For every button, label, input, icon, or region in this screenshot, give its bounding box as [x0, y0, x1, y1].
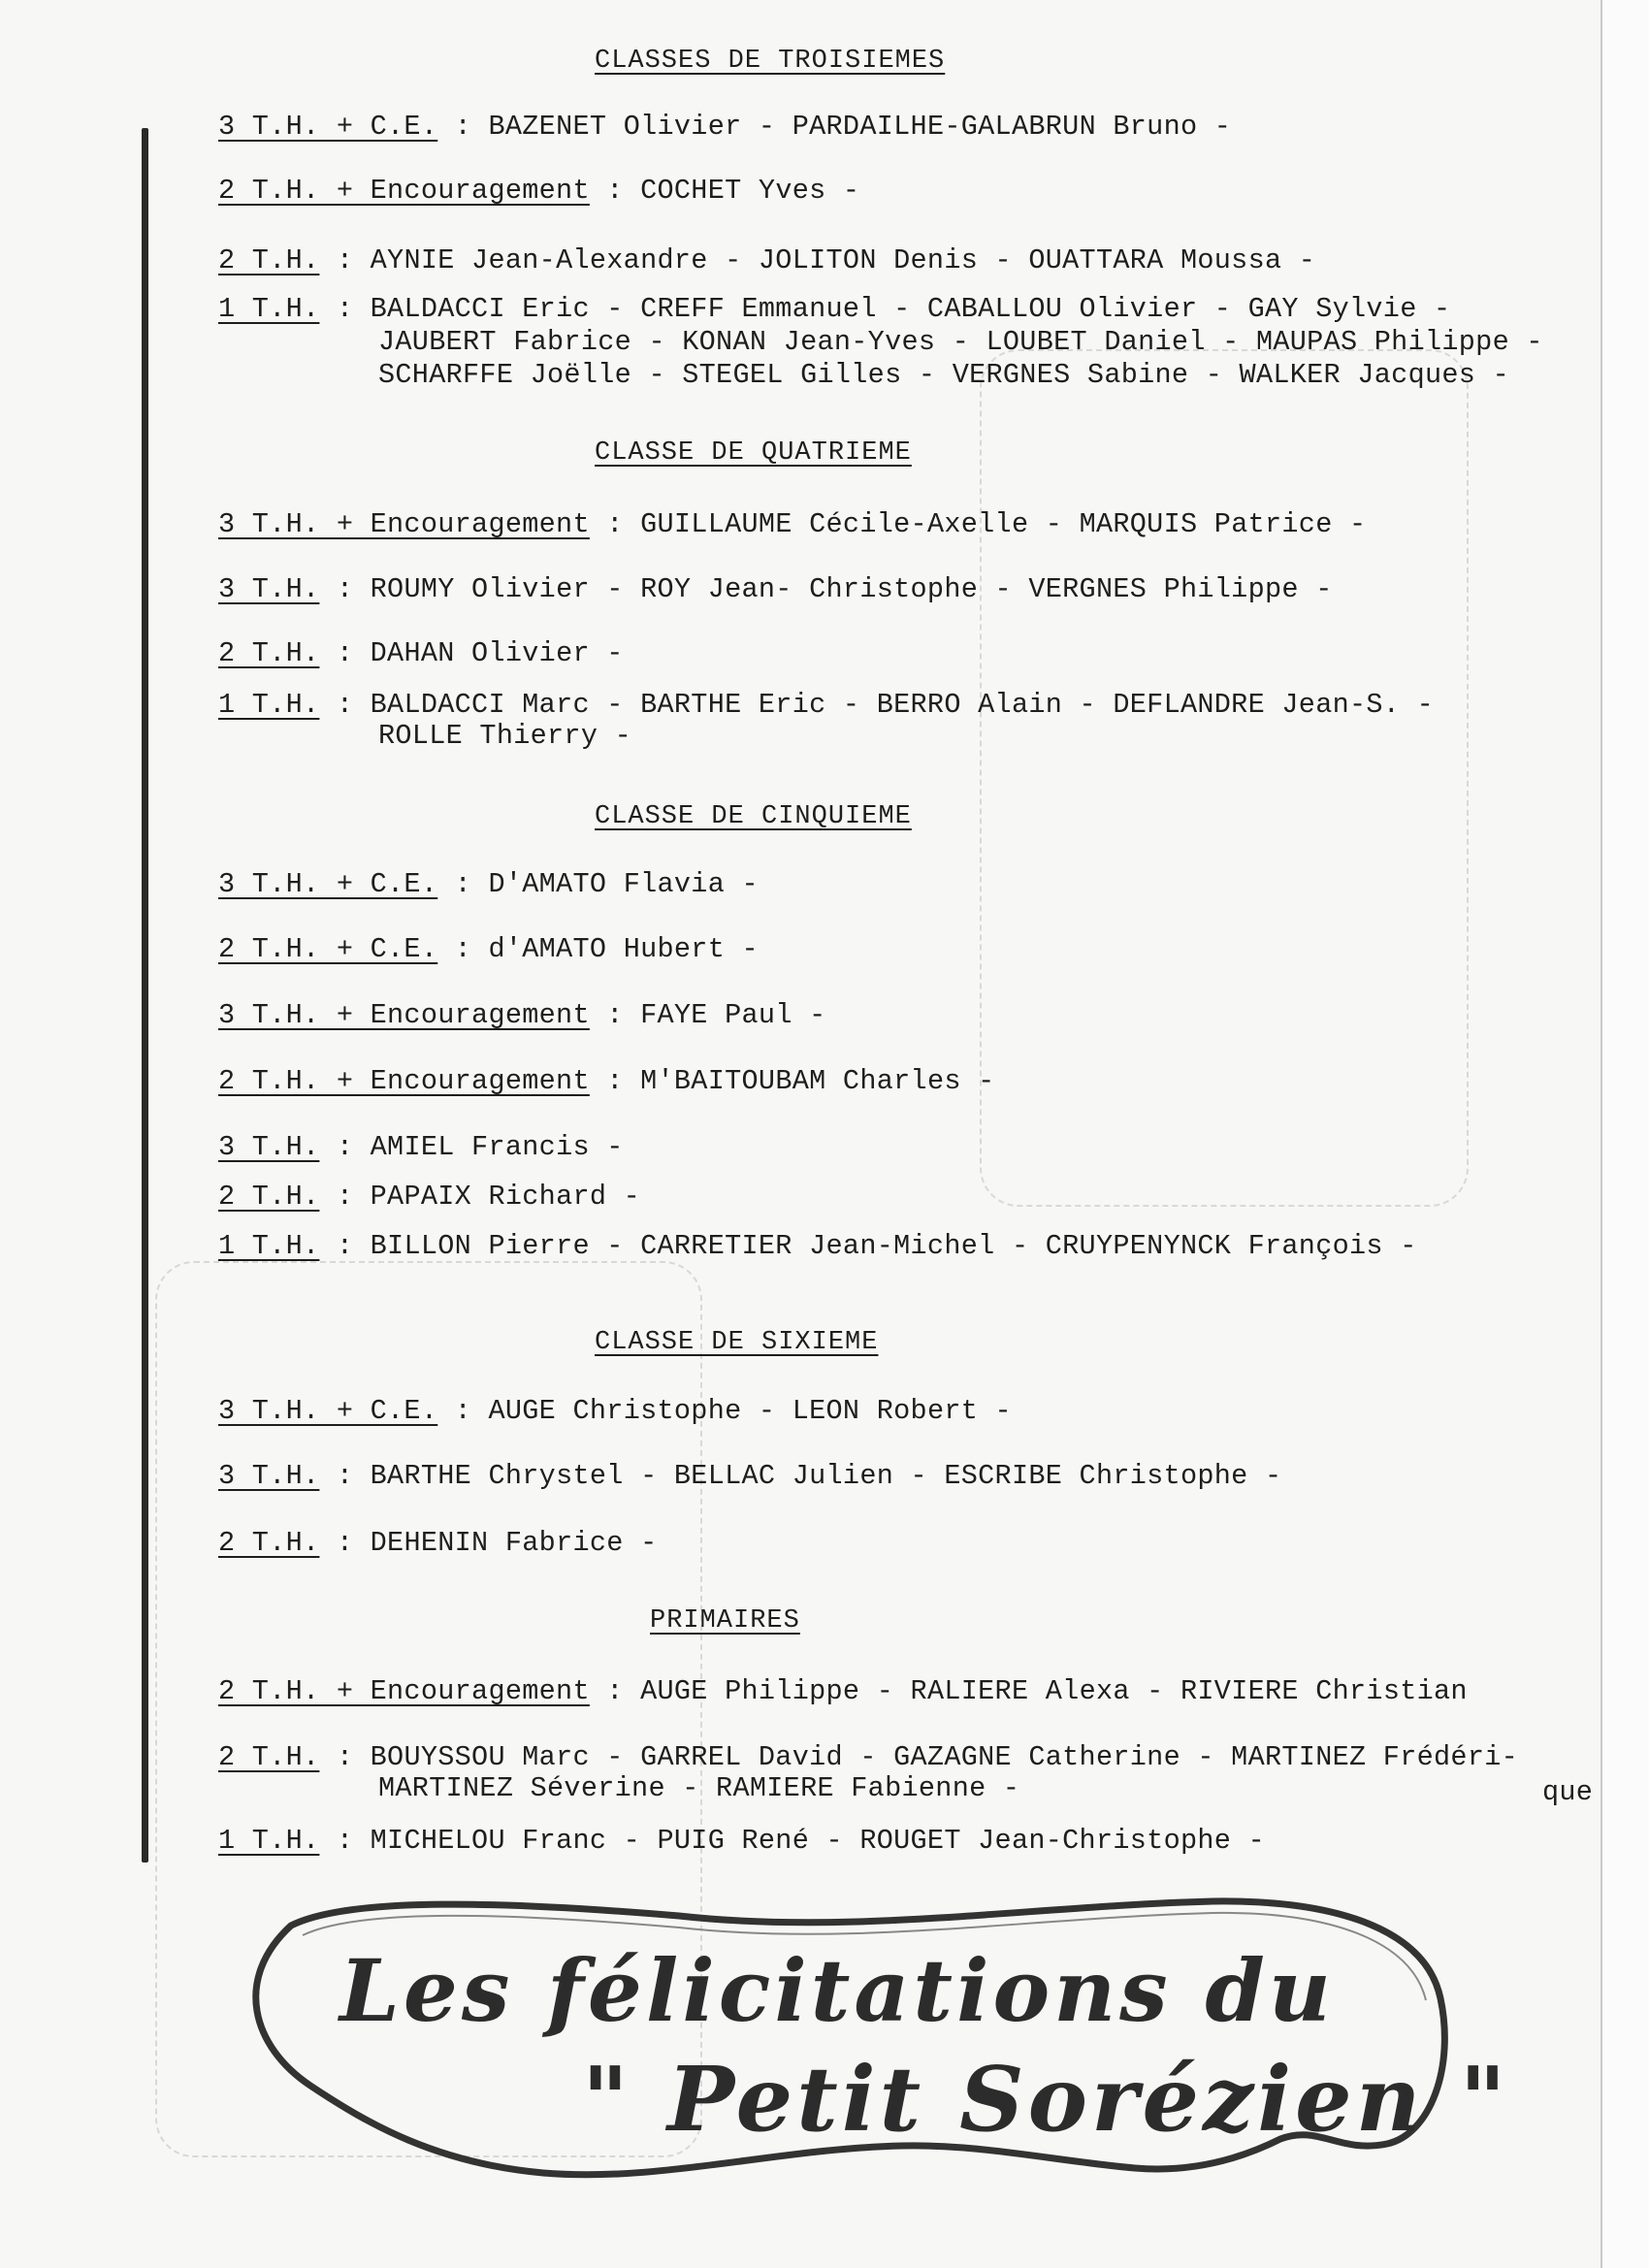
- student-names-continued: que: [1542, 1776, 1594, 1808]
- stamp-line-2: " Petit Sorézien ": [582, 2047, 1510, 2152]
- honor-label: 1 T.H.: [218, 293, 320, 325]
- list-item: 3 T.H. : BARTHE Chrystel - BELLAC Julien - ESCRIBE Christophe -: [218, 1460, 1282, 1492]
- honor-label: 3 T.H.: [218, 573, 320, 605]
- list-item: 2 T.H. : AYNIE Jean-Alexandre - JOLITON Denis - OUATTARA Moussa -: [218, 244, 1316, 276]
- honor-label: 2 T.H.: [218, 1527, 320, 1559]
- list-item: 3 T.H. + C.E. : AUGE Christophe - LEON Robert -: [218, 1395, 1012, 1427]
- student-names: D'AMATO Flavia -: [488, 868, 759, 900]
- heading-cinquieme: CLASSE DE CINQUIEME: [595, 802, 912, 831]
- student-names: COCHET Yves -: [640, 175, 860, 207]
- list-item: 2 T.H. : DAHAN Olivier -: [218, 637, 624, 669]
- list-item: 3 T.H. + Encouragement : FAYE Paul -: [218, 999, 826, 1031]
- list-item: 2 T.H. + Encouragement : M'BAITOUBAM Charles -: [218, 1065, 995, 1097]
- student-names: BALDACCI Marc - BARTHE Eric - BERRO Alain - DEFLANDRE Jean-S. -: [370, 689, 1435, 721]
- student-names: FAYE Paul -: [640, 999, 826, 1031]
- list-item: 2 T.H. + Encouragement : COCHET Yves -: [218, 175, 860, 207]
- student-names: AUGE Philippe - RALIERE Alexa - RIVIERE Christian: [640, 1675, 1468, 1707]
- student-names: AUGE Christophe - LEON Robert -: [488, 1395, 1012, 1427]
- student-names-continued: MARTINEZ Séverine - RAMIERE Fabienne -: [378, 1772, 1020, 1804]
- honor-label: 1 T.H.: [218, 689, 320, 721]
- honor-label: 3 T.H. + C.E.: [218, 111, 438, 143]
- honor-label: 3 T.H. + Encouragement: [218, 999, 590, 1031]
- list-item: 3 T.H. + Encouragement : GUILLAUME Cécile-Axelle - MARQUIS Patrice -: [218, 508, 1367, 540]
- list-item: 2 T.H. : BOUYSSOU Marc - GARREL David - GAZAGNE Catherine - MARTINEZ Frédéri-: [218, 1741, 1519, 1773]
- student-names: MICHELOU Franc - PUIG René - ROUGET Jean-Christophe -: [370, 1825, 1265, 1857]
- honor-label: 2 T.H. + C.E.: [218, 933, 438, 965]
- heading-sixieme: CLASSE DE SIXIEME: [595, 1328, 879, 1357]
- heading-primaires: PRIMAIRES: [650, 1606, 800, 1636]
- honor-label: 1 T.H.: [218, 1825, 320, 1857]
- list-item: 1 T.H. : BILLON Pierre - CARRETIER Jean-Michel - CRUYPENYNCK François -: [218, 1230, 1417, 1262]
- student-names: BARTHE Chrystel - BELLAC Julien - ESCRIBE Christophe -: [370, 1460, 1282, 1492]
- stamp-line-1: Les félicitations du: [340, 1940, 1335, 2041]
- honor-label: 3 T.H. + Encouragement: [218, 508, 590, 540]
- student-names: DAHAN Olivier -: [370, 637, 624, 669]
- honor-label: 2 T.H.: [218, 637, 320, 669]
- list-item: 2 T.H. : DEHENIN Fabrice -: [218, 1527, 658, 1559]
- honor-label: 2 T.H. + Encouragement: [218, 1065, 590, 1097]
- student-names: BILLON Pierre - CARRETIER Jean-Michel - CRUYPENYNCK François -: [370, 1230, 1417, 1262]
- list-item: 3 T.H. : AMIEL Francis -: [218, 1131, 624, 1163]
- honor-label: 1 T.H.: [218, 1230, 320, 1262]
- honor-label: 2 T.H.: [218, 244, 320, 276]
- student-names: DEHENIN Fabrice -: [370, 1527, 658, 1559]
- heading-troisiemes: CLASSES DE TROISIEMES: [595, 47, 946, 76]
- honor-label: 2 T.H.: [218, 1181, 320, 1213]
- student-names-continued: ROLLE Thierry -: [378, 720, 632, 752]
- list-item: 2 T.H. + C.E. : d'AMATO Hubert -: [218, 933, 759, 965]
- honor-label: 2 T.H. + Encouragement: [218, 1675, 590, 1707]
- student-names: AMIEL Francis -: [370, 1131, 624, 1163]
- honor-label: 3 T.H. + C.E.: [218, 868, 438, 900]
- list-item: 1 T.H. : MICHELOU Franc - PUIG René - ROUGET Jean-Christophe -: [218, 1825, 1265, 1857]
- list-item: 3 T.H. + C.E. : BAZENET Olivier - PARDAILHE-GALABRUN Bruno -: [218, 111, 1232, 143]
- list-item: 1 T.H. : BALDACCI Eric - CREFF Emmanuel - CABALLOU Olivier - GAY Sylvie -: [218, 293, 1451, 325]
- honor-label: 3 T.H.: [218, 1131, 320, 1163]
- list-item: 1 T.H. : BALDACCI Marc - BARTHE Eric - BERRO Alain - DEFLANDRE Jean-S. -: [218, 689, 1435, 721]
- student-names: GUILLAUME Cécile-Axelle - MARQUIS Patrice -: [640, 508, 1367, 540]
- honor-label: 3 T.H.: [218, 1460, 320, 1492]
- student-names: BAZENET Olivier - PARDAILHE-GALABRUN Bruno -: [488, 111, 1232, 143]
- honor-label: 3 T.H. + C.E.: [218, 1395, 438, 1427]
- student-names: ROUMY Olivier - ROY Jean- Christophe - VERGNES Philippe -: [370, 573, 1333, 605]
- list-item: 2 T.H. : PAPAIX Richard -: [218, 1181, 641, 1213]
- student-names: AYNIE Jean-Alexandre - JOLITON Denis - OUATTARA Moussa -: [370, 244, 1316, 276]
- student-names-continued: SCHARFFE Joëlle - STEGEL Gilles - VERGNES Sabine - WALKER Jacques -: [378, 359, 1509, 391]
- heading-quatrieme: CLASSE DE QUATRIEME: [595, 438, 912, 468]
- student-names: BOUYSSOU Marc - GARREL David - GAZAGNE Catherine - MARTINEZ Frédéri-: [370, 1741, 1519, 1773]
- student-names: PAPAIX Richard -: [370, 1181, 641, 1213]
- student-names: d'AMATO Hubert -: [488, 933, 759, 965]
- student-names: M'BAITOUBAM Charles -: [640, 1065, 995, 1097]
- honor-label: 2 T.H. + Encouragement: [218, 175, 590, 207]
- student-names: BALDACCI Eric - CREFF Emmanuel - CABALLOU Olivier - GAY Sylvie -: [370, 293, 1451, 325]
- list-item: 2 T.H. + Encouragement : AUGE Philippe - RALIERE Alexa - RIVIERE Christian: [218, 1675, 1468, 1707]
- list-item: 3 T.H. + C.E. : D'AMATO Flavia -: [218, 868, 759, 900]
- list-item: 3 T.H. : ROUMY Olivier - ROY Jean- Christophe - VERGNES Philippe -: [218, 573, 1333, 605]
- student-names-continued: JAUBERT Fabrice - KONAN Jean-Yves - LOUBET Daniel - MAUPAS Philippe -: [378, 326, 1543, 358]
- honor-label: 2 T.H.: [218, 1741, 320, 1773]
